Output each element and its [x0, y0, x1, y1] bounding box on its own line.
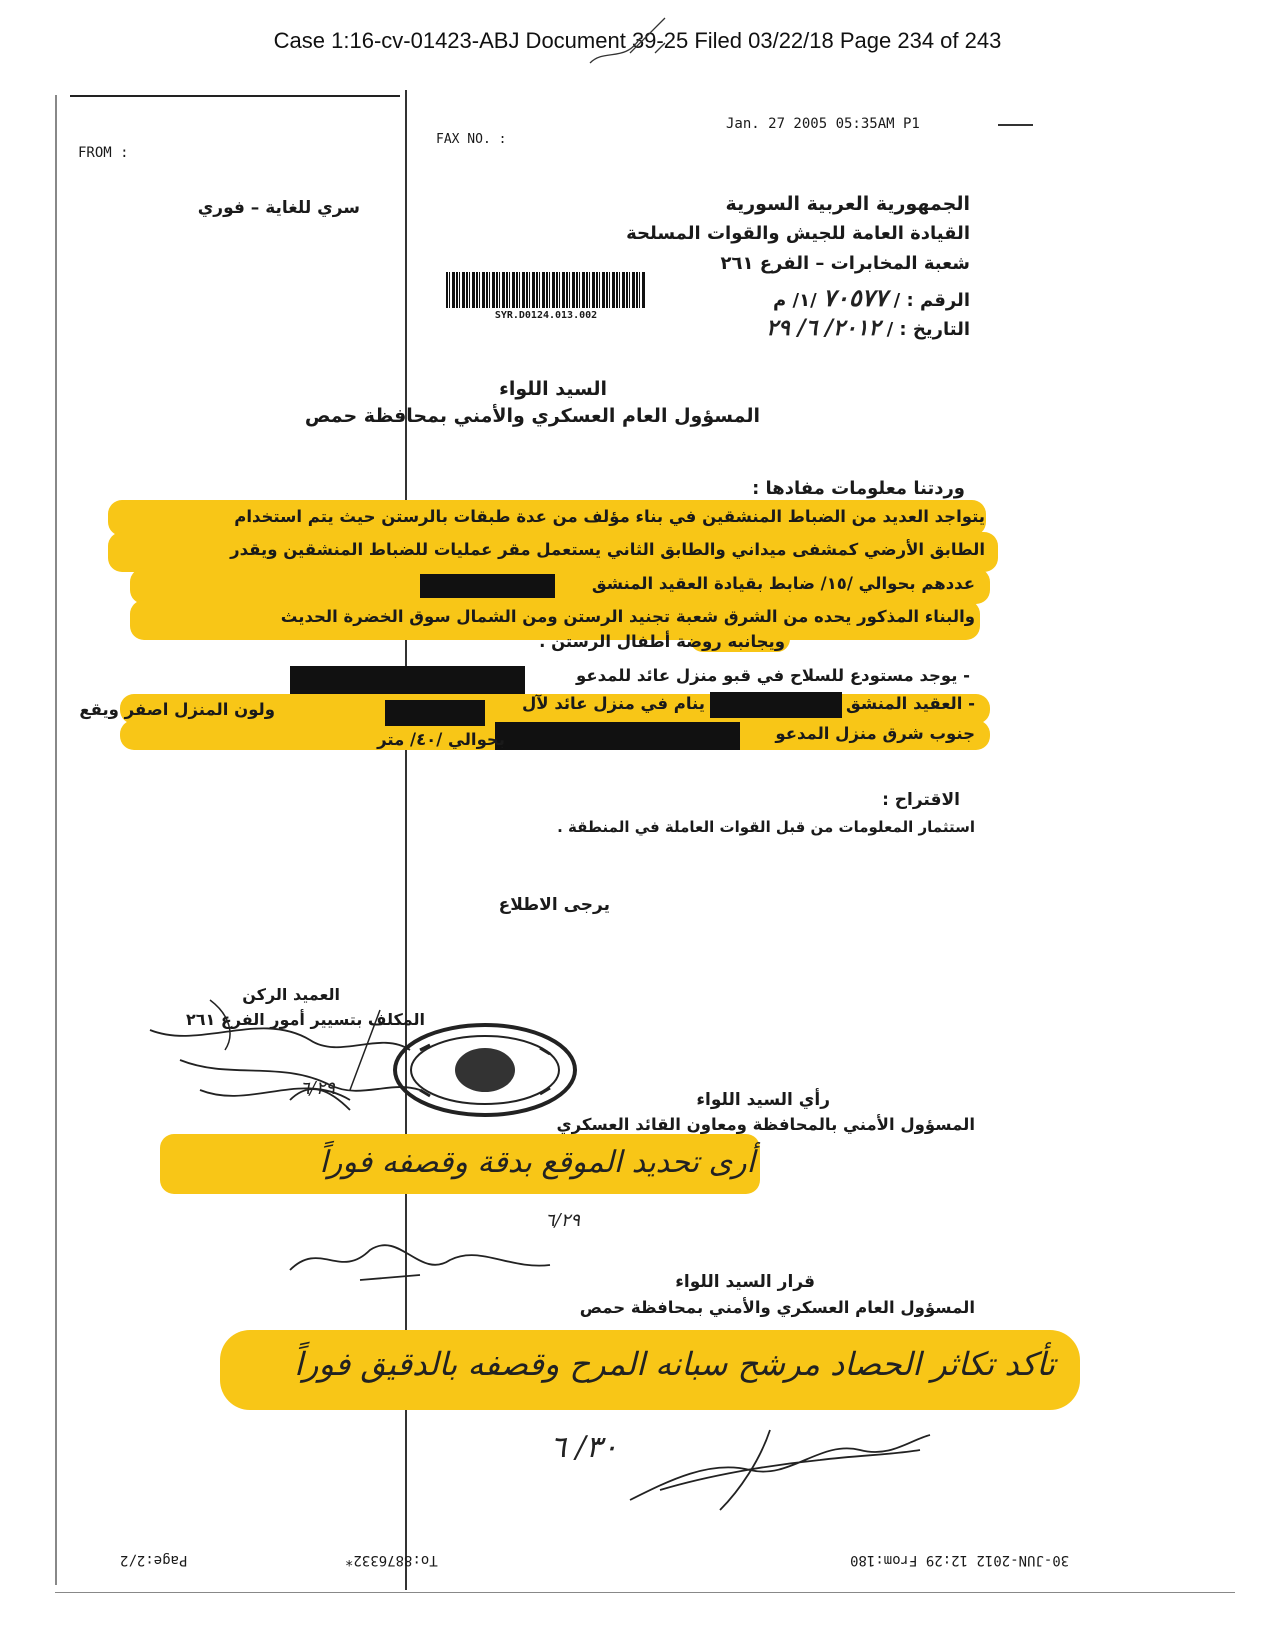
decision-role: المسؤول العام العسكري والأمني بمحافظة حمص [579, 1298, 975, 1317]
letterhead-state: الجمهورية العربية السورية [725, 193, 970, 215]
letterhead-branch: شعبة المخابرات – الفرع ٢٦١ [720, 253, 970, 274]
fax-number-label: FAX NO. : [436, 132, 507, 147]
left-edge-line [55, 95, 57, 1585]
redaction-block [710, 692, 842, 718]
decision-heading: قرار السيد اللواء [675, 1272, 815, 1292]
opinion-signature-scribble [280, 1230, 560, 1290]
barcode-id: SYR.D0124.013.002 [494, 310, 598, 321]
official-seal [390, 1020, 580, 1120]
date-value: ٢٠١٢/ ٦/ ٢٩ [766, 315, 881, 341]
redaction-block [385, 700, 485, 726]
suggestion-text: استثمار المعلومات من قبل القوات العاملة في المنطقة . [557, 818, 975, 836]
para-2-line-2: ويجانبه روضة أطفال الرستن . [539, 632, 785, 651]
redaction-block [420, 574, 555, 598]
barcode [446, 272, 646, 308]
opinion-heading: رأي السيد اللواء [696, 1090, 830, 1110]
signatory-rank: العميد الركن [242, 985, 340, 1004]
document-date [766, 315, 970, 341]
redaction-block [290, 666, 525, 694]
fax-footer-date: 30-JUN-2012 12:29 From:180 [850, 1552, 1070, 1568]
para-4-b: ينام في منزل عائد لآل [521, 694, 705, 713]
pen-scribble-mark [570, 8, 690, 78]
fax-from-label: FROM : [78, 145, 129, 161]
suggestion-label: الاقتراح : [882, 790, 960, 810]
para-4-a: - العقيد المنشق [846, 694, 975, 713]
top-rule-left [70, 95, 400, 97]
para-5-b: بحوالي /٤٠/ متر [377, 730, 505, 749]
reference-label: الرقم : / [893, 290, 970, 311]
opinion-hand-date: ٦/٢٩ [545, 1210, 581, 1231]
addressee-title: المسؤول العام العسكري والأمني بمحافظة حمص [304, 405, 760, 427]
reference-number [773, 283, 970, 312]
para-1-line-2: الطابق الأرضي كمشفى ميداني والطابق الثاني يستعمل مقر عمليات للضباط المنشقين ويقدر [230, 540, 985, 559]
date-label: التاريخ : / [886, 319, 970, 340]
reference-value: ٧٠٥٧٧ [822, 283, 888, 312]
signature-hand-date: ٦/٢٩ [300, 1078, 336, 1099]
please-review: يرجى الاطلاع [498, 895, 610, 915]
opinion-handwritten-note: أرى تحديد الموقع بدقة وقصفه فوراً [319, 1145, 755, 1180]
decision-handwritten-note: تأكد تكاثر الحصاد مرشح سبانه المرح وقصفه بالدقيق فوراً [294, 1345, 1055, 1383]
decision-hand-date: ٣٠/ ٦ [550, 1430, 619, 1465]
redaction-block [495, 722, 740, 750]
letterhead-command: القيادة العامة للجيش والقوات المسلحة [626, 223, 970, 244]
para-4-c: ولون المنزل اصفر ويقع [79, 700, 275, 719]
opinion-role: المسؤول الأمني بالمحافظة ومعاون القائد العسكري [556, 1115, 975, 1134]
tick-mark [998, 124, 1033, 126]
fax-timestamp: Jan. 27 2005 05:35AM P1 [726, 116, 920, 132]
fax-footer-to: To:8876332* [345, 1552, 438, 1568]
signatory-role: المكلف بتسيير أمور الفرع ٢٦١ [185, 1010, 425, 1029]
para-1-line-1: يتواجد العديد من الضباط المنشقين في بناء مؤلف من عدة طبقات بالرستن حيث يتم استخدام [234, 507, 985, 526]
para-5-a: جنوب شرق منزل المدعو [775, 724, 975, 743]
decision-signature-scribble [620, 1420, 940, 1520]
bottom-rule [55, 1592, 1235, 1593]
para-1-line-3: عددهم بحوالي /١٥/ ضابط بقيادة العقيد المنشق [591, 574, 975, 593]
addressee: السيد اللواء [499, 378, 607, 400]
para-2-line-1: والبناء المذكور يحده من الشرق شعبة تجنيد الرستن ومن الشمال سوق الخضرة الحديث [280, 607, 975, 626]
fax-footer-page: Page:2/2 [120, 1552, 188, 1568]
para-3: - يوجد مستودع للسلاح في قبو منزل عائد للمدعو [576, 666, 970, 685]
intro-line: وردتنا معلومات مفادها : [752, 478, 965, 499]
reference-suffix: /١/ م [773, 290, 817, 311]
classification-label: سري للغاية – فوري [197, 198, 360, 218]
case-header: Case 1:16-cv-01423-ABJ Document 39-25 Filed 03/22/18 Page 234 of 243 [273, 28, 1002, 53]
